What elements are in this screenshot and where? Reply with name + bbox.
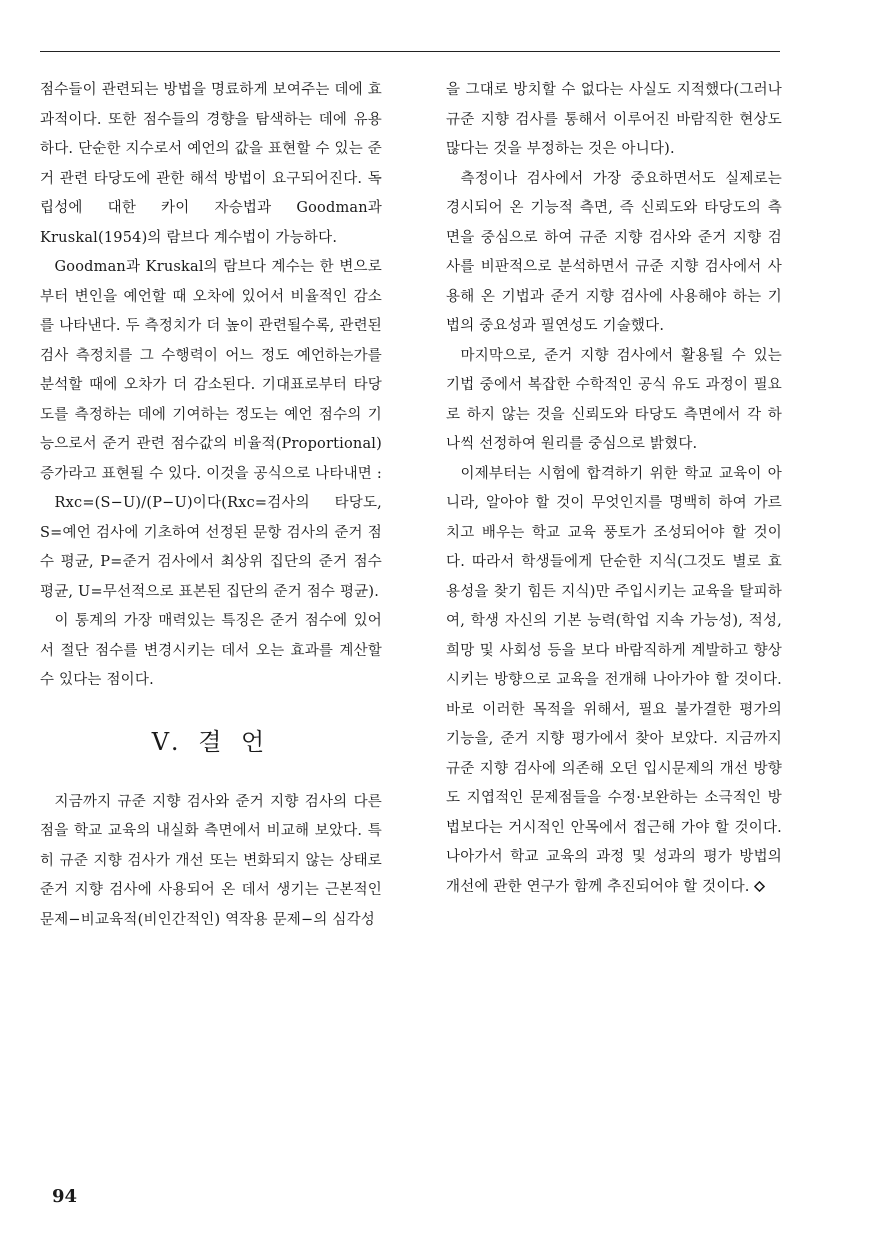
top-rule (40, 51, 780, 52)
paragraph: 마지막으로, 준거 지향 검사에서 활용될 수 있는 기법 중에서 복잡한 수학적인 공식 유도 과정이 필요로 하지 않는 것을 신뢰도와 타당도 측면에서 각 하나씩 선정하여 원리를 중심으로 밝혔다. (446, 347, 782, 452)
paragraph: 지금까지 규준 지향 검사와 준거 지향 검사의 다른 점을 학교 교육의 내실화 측면에서 비교해 보았다. 특히 규준 지향 검사가 개선 또는 변화되지 않는 상태로 준거 지향 검사에 사용되어 온 데서 생기는 근본적인 문제−비교육적(비인간적인) 역작용 문제−의 심각성 (40, 793, 382, 928)
paragraph: 이 통계의 가장 매력있는 특징은 준거 점수에 있어서 절단 점수를 변경시키는 데서 오는 효과를 계산할 수 있다는 점이다. (40, 613, 382, 688)
paragraph: 측정이나 검사에서 가장 중요하면서도 실제로는 경시되어 온 기능적 측면, 즉 신뢰도와 타당도의 측면을 중심으로 하여 규준 지향 검사와 준거 지향 검사를 비판적으로 분석하면서 규준 지향 검사에서 사용해 온 기법과 준거 지향 검사에 사용해야 하는 기법의 중요성과 필연성도 기술했다. (446, 170, 782, 334)
left-column (40, 76, 382, 935)
page-number: 94 (52, 1186, 78, 1207)
section-heading: V. 결 언 (151, 727, 271, 756)
paragraph-text: 이제부터는 시험에 합격하기 위한 학교 교육이 아니라, 알아야 할 것이 무엇인지를 명백히 하여 가르치고 배우는 학교 교육 풍토가 조성되어야 할 것이다. 따라서 학생들에게 단순한 지식(그것도 별로 효용성을 찾기 힘든 지식)만 주입시키는 교육을 탈피하여, 학생 자신의 기본 능력(학업 지속 가능성), 적성, 희망 및 사회성 등을 보다 바람직하게 계발하고 향상시키는 방향으로 교육을 전개해 나아가야 할 것이다. 바로 이러한 목적을 위해서, 필요 불가결한 평가의 기능을, 준거 지향 평가에서 찾아 보았다. 지금까지 규준 지향 검사에 의존해 오던 입시문제의 개선 방향도 지엽적인 문제점들을 수정·보완하는 소극적인 방법보다는 거시적인 안목에서 접근해 가야 할 것이다. 나아가서 학교 교육의 과정 및 성과의 평가 방법의 개선에 관한 연구가 함께 추진되어야 할 것이다. (446, 465, 782, 895)
paragraph: 을 그대로 방치할 수 없다는 사실도 지적했다(그러나 규준 지향 검사를 통해서 이루어진 바람직한 현상도 많다는 것을 부정하는 것은 아니다). (446, 82, 782, 157)
paragraph: 점수들이 관련되는 방법을 명료하게 보여주는 데에 효과적이다. 또한 점수들의 경향을 탐색하는 데에 유용하다. 단순한 지수로서 예언의 값을 표현할 수 있는 준거 관련 타당도에 관한 해석 방법이 요구되어진다. 독립성에 대한 카이 자승법과 Goodman과 Kruskal(1954)의 람브다 계수법이 가능하다. (40, 82, 382, 246)
paragraph (446, 460, 782, 903)
open-diamond-icon (754, 881, 765, 892)
paragraph: Goodman과 Kruskal의 람브다 계수는 한 변으로부터 변인을 예언할 때 오차에 있어서 비율적인 감소를 나타낸다. 두 측정치가 더 높이 관련될수록, 관련된 검사 측정치를 그 수행력이 어느 정도 예언하는가를 분석할 때에 오차가 더 감소된다. 기대표로부터 타당도를 측정하는 데에 기여하는 정도는 예언 점수의 기능으로서 준거 관련 점수값의 비율적(Proportional) 증가라고 표현될 수 있다. 이것을 공식으로 나타내면 : (40, 259, 382, 482)
right-column (446, 76, 782, 902)
paragraph: Rxc=(S−U)/(P−U)이다(Rxc=검사의 타당도, S=예언 검사에 기초하여 선정된 문항 검사의 준거 점수 평균, P=준거 검사에서 최상위 집단의 준거 점수 평균, U=무선적으로 표본된 집단의 준거 점수 평균). (40, 495, 382, 600)
